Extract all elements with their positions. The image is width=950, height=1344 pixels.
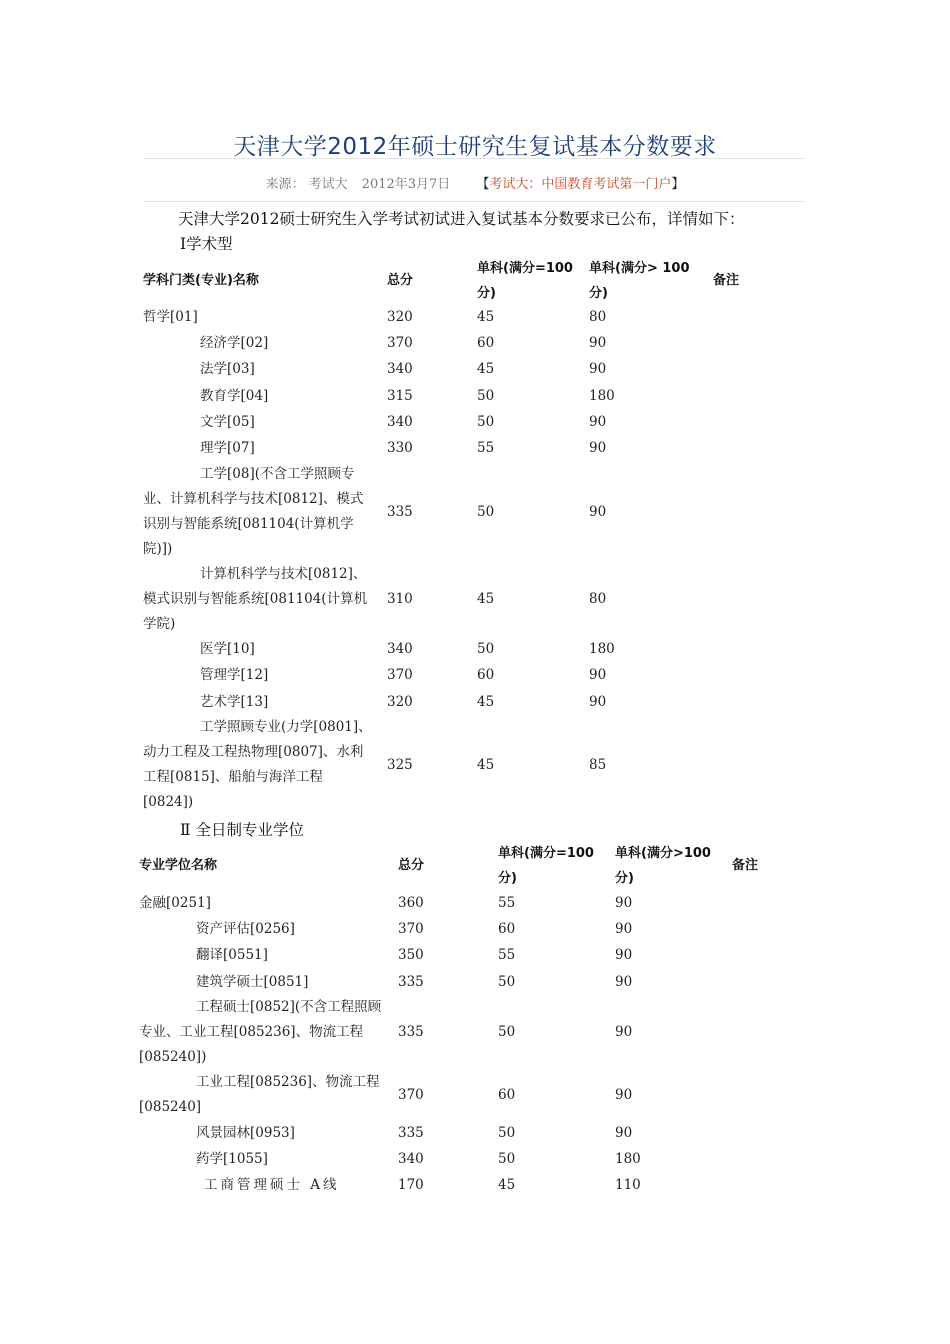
row-total: 330 <box>387 440 413 456</box>
row-single-100: 50 <box>477 388 495 404</box>
source-link[interactable]: 考试大：中国教育考试第一门户 <box>489 177 672 192</box>
row-single-100: 50 <box>498 1125 516 1141</box>
row-single-100: 60 <box>477 667 495 683</box>
row-single-100: 50 <box>477 414 495 430</box>
header-note: 备注 <box>713 273 740 288</box>
row-single-over-100: 90 <box>589 667 607 683</box>
header-name: 专业学位名称 <box>139 858 218 873</box>
row-single-over-100: 180 <box>589 388 615 404</box>
source-name: 考试大 <box>308 177 348 192</box>
row-total: 340 <box>387 414 413 430</box>
row-single-over-100: 90 <box>589 440 607 456</box>
row-single-100: 55 <box>498 895 516 911</box>
row-single-100: 55 <box>477 440 495 456</box>
header-single-100: 单科(满分=100分) <box>498 846 594 886</box>
row-total: 335 <box>398 1125 424 1141</box>
row-total: 360 <box>398 895 424 911</box>
row-single-100: 55 <box>498 947 516 963</box>
row-single-over-100: 90 <box>589 694 607 710</box>
row-single-over-100: 110 <box>615 1177 641 1193</box>
row-single-over-100: 90 <box>615 1087 633 1103</box>
row-total: 370 <box>387 667 413 683</box>
header-total: 总分 <box>387 273 414 288</box>
row-total: 320 <box>387 309 413 325</box>
row-name: 工程硕士[0852](不含工程照顾专业、工业工程[085236]、物流工程[085240]) <box>139 999 382 1065</box>
row-name: 药学[1055] <box>196 1151 268 1167</box>
row-total: 340 <box>398 1151 424 1167</box>
row-name: 理学[07] <box>200 440 255 456</box>
row-name: 计算机科学与技术[0812]、模式识别与智能系统[081104(计算机学院) <box>143 566 368 632</box>
row-single-100: 60 <box>498 921 516 937</box>
bracket-open: 【 <box>476 177 490 192</box>
header-note: 备注 <box>732 858 759 873</box>
row-total: 370 <box>387 335 413 351</box>
row-name: 法学[03] <box>200 361 255 377</box>
row-single-over-100: 90 <box>589 361 607 377</box>
row-total: 335 <box>398 974 424 990</box>
row-name: 工业工程[085236]、物流工程[085240] <box>139 1074 380 1115</box>
row-total: 370 <box>398 1087 424 1103</box>
row-single-100: 50 <box>477 504 495 520</box>
professional-heading: Ⅱ 全日制专业学位 <box>180 821 304 839</box>
row-single-over-100: 90 <box>615 895 633 911</box>
row-single-100: 50 <box>498 1151 516 1167</box>
title-divider <box>143 158 805 159</box>
row-single-100: 60 <box>477 335 495 351</box>
row-name: 医学[10] <box>200 641 255 657</box>
row-single-over-100: 90 <box>615 1125 633 1141</box>
intro-paragraph: 天津大学2012硕士研究生入学考试初试进入复试基本分数要求已公布，详情如下： <box>178 210 745 228</box>
row-single-over-100: 180 <box>615 1151 641 1167</box>
row-total: 350 <box>398 947 424 963</box>
row-single-100: 45 <box>477 591 495 607</box>
row-name: 资产评估[0256] <box>196 921 295 937</box>
article-title: 天津大学2012年硕士研究生复试基本分数要求 <box>233 134 717 160</box>
row-total: 340 <box>387 641 413 657</box>
row-name: 风景园林[0953] <box>196 1125 295 1141</box>
row-name: 翻译[0551] <box>196 947 268 963</box>
row-name: 教育学[04] <box>200 388 269 404</box>
row-single-over-100: 90 <box>589 335 607 351</box>
bracket-close: 】 <box>671 177 685 192</box>
row-single-100: 45 <box>498 1177 516 1193</box>
header-single-over-100: 单科(满分>100分) <box>615 846 711 886</box>
meta-divider <box>143 201 805 202</box>
row-single-over-100: 85 <box>589 757 607 773</box>
row-name: 艺术学[13] <box>200 694 269 710</box>
row-name: 金融[0251] <box>139 895 211 911</box>
row-single-100: 50 <box>477 641 495 657</box>
row-total: 335 <box>387 504 413 520</box>
academic-heading: Ⅰ学术型 <box>180 235 233 253</box>
source-label: 来源： <box>265 177 305 192</box>
row-single-100: 60 <box>498 1087 516 1103</box>
header-total: 总分 <box>398 858 425 873</box>
row-single-100: 50 <box>498 1024 516 1040</box>
row-single-over-100: 90 <box>615 974 633 990</box>
row-single-over-100: 90 <box>615 921 633 937</box>
row-total: 315 <box>387 388 413 404</box>
row-total: 325 <box>387 757 413 773</box>
row-name: 文学[05] <box>200 414 255 430</box>
row-total: 320 <box>387 694 413 710</box>
row-name: 哲学[01] <box>143 309 198 325</box>
row-single-over-100: 80 <box>589 591 607 607</box>
row-single-over-100: 80 <box>589 309 607 325</box>
article-meta <box>0 173 950 192</box>
publish-date: 2012年3月7日 <box>361 177 451 192</box>
row-single-100: 50 <box>498 974 516 990</box>
row-single-over-100: 90 <box>589 414 607 430</box>
header-name: 学科门类(专业)名称 <box>143 273 259 288</box>
row-total: 310 <box>387 591 413 607</box>
row-total: 170 <box>398 1177 424 1193</box>
row-name: 工学照顾专业(力学[0801]、动力工程及工程热物理[0807]、水利工程[0815]、船舶与海洋工程[0824]) <box>143 719 372 810</box>
row-name: 工学[08](不含工学照顾专业、计算机科学与技术[0812]、模式识别与智能系统[081104(计算机学院)]) <box>143 466 364 557</box>
row-name: 经济学[02] <box>200 335 269 351</box>
row-total: 335 <box>398 1024 424 1040</box>
row-single-100: 45 <box>477 361 495 377</box>
row-single-100: 45 <box>477 694 495 710</box>
row-single-over-100: 90 <box>589 504 607 520</box>
row-name: 建筑学硕士[0851] <box>196 974 309 990</box>
row-name: 管理学[12] <box>200 667 269 683</box>
header-single-100: 单科(满分=100分) <box>477 261 573 301</box>
row-single-over-100: 90 <box>615 1024 633 1040</box>
row-single-100: 45 <box>477 757 495 773</box>
row-total: 370 <box>398 921 424 937</box>
row-single-100: 45 <box>477 309 495 325</box>
row-single-over-100: 180 <box>589 641 615 657</box>
row-name: 工商管理硕士 A线 <box>204 1177 340 1193</box>
header-single-over-100: 单科(满分> 100分) <box>589 261 690 301</box>
row-single-over-100: 90 <box>615 947 633 963</box>
row-total: 340 <box>387 361 413 377</box>
